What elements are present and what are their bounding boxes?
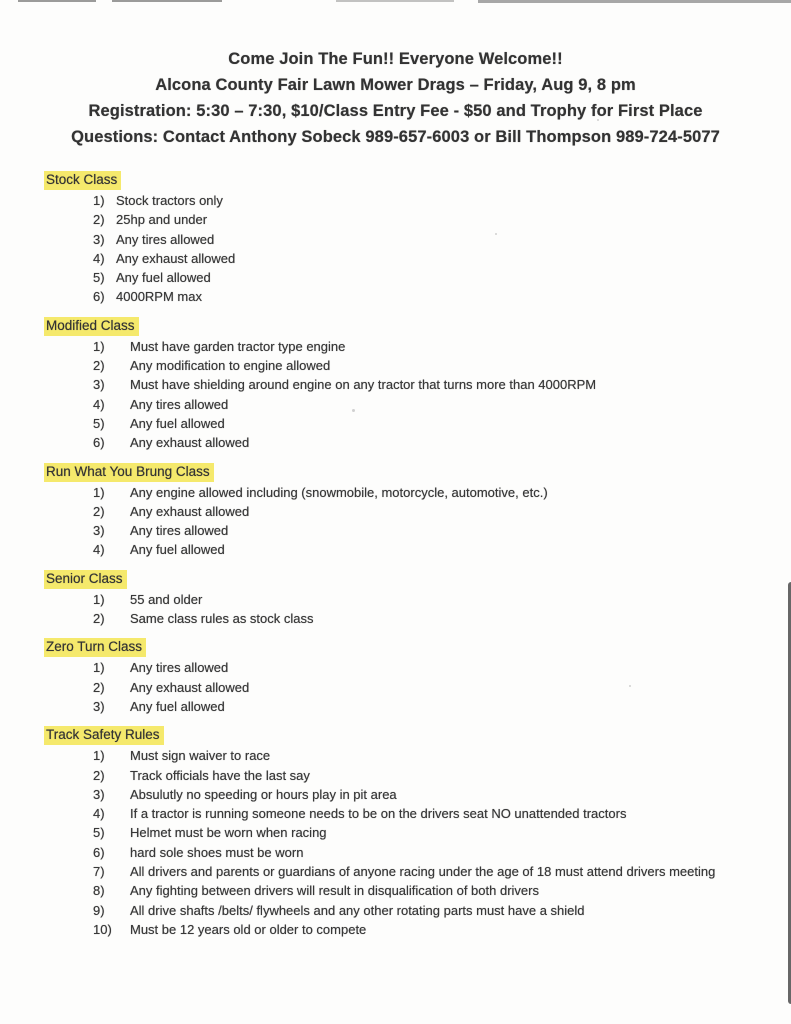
rule-item [93, 395, 761, 414]
section-title: Stock Class [44, 171, 121, 190]
rule-item [93, 609, 761, 628]
rule-item [93, 785, 761, 804]
rule-number: 2) [93, 767, 105, 783]
rule-number: 9) [93, 902, 105, 918]
rule-text: Track officials have the last say [130, 767, 310, 783]
rule-item [93, 658, 761, 677]
rule-item [93, 540, 761, 559]
rule-text: Any fighting between drivers will result in disqualification of both drivers [130, 883, 539, 899]
rule-number: 1) [93, 193, 105, 208]
rule-text: Any fuel allowed [130, 415, 225, 431]
rule-item [93, 862, 761, 881]
section-modified-class [44, 317, 761, 453]
rule-text: All drivers and parents or guardians of anyone racing under the age of 18 must attend drivers meeting [130, 864, 716, 880]
rule-number: 2) [93, 611, 105, 627]
rule-text: hard sole shoes must be worn [130, 844, 304, 860]
rule-number: 3) [93, 377, 105, 393]
rule-text: Any exhaust allowed [130, 679, 250, 695]
section-title: Track Safety Rules [44, 726, 164, 745]
section-track-safety-rules [44, 726, 761, 939]
rules-list [44, 337, 761, 453]
rule-number: 7) [93, 864, 105, 880]
rule-item [93, 920, 761, 939]
rule-item [93, 337, 761, 356]
rule-item [93, 433, 761, 452]
rule-number: 6) [93, 289, 105, 305]
rule-item [93, 823, 761, 842]
rule-text: Must sign waiver to race [130, 748, 271, 764]
rule-number: 5) [93, 415, 105, 431]
rule-item [93, 414, 761, 433]
rule-number: 8) [93, 883, 105, 899]
rule-number: 2) [93, 212, 105, 228]
rules-list [44, 483, 761, 560]
rule-text: Any engine allowed including (snowmobile, motorcycle, automotive, etc.) [130, 484, 548, 500]
rule-text: Any fuel allowed [116, 270, 211, 286]
rule-number: 2) [93, 679, 105, 695]
rule-item [93, 249, 761, 268]
rule-number: 3) [93, 786, 105, 802]
rule-text: If a tractor is running someone needs to be on the drivers seat NO unattended tractors [130, 806, 627, 822]
section-title: Zero Turn Class [44, 638, 146, 657]
rule-number: 3) [93, 523, 105, 539]
rule-text: Any exhaust allowed [130, 503, 250, 519]
section-run-what-you-brung-class [44, 463, 761, 560]
rule-item [93, 191, 761, 210]
rule-item [93, 746, 761, 765]
rules-list [44, 590, 761, 629]
rule-number: 3) [93, 231, 105, 247]
rule-number: 4) [93, 396, 105, 412]
rule-item [93, 287, 761, 306]
rule-text: 25hp and under [116, 212, 208, 228]
rule-item [93, 843, 761, 862]
rule-item [93, 210, 761, 229]
rule-text: Any exhaust allowed [116, 250, 236, 266]
rules-list [44, 658, 761, 716]
rule-number: 1) [93, 660, 105, 676]
rules-list [44, 191, 761, 307]
rule-number: 3) [93, 698, 105, 714]
rule-text: Any tires allowed [116, 231, 215, 247]
rule-item [93, 521, 761, 540]
rule-item [93, 356, 761, 375]
rule-item [93, 375, 761, 394]
flyer-header [0, 0, 791, 150]
section-title: Senior Class [44, 570, 127, 589]
section-title: Modified Class [44, 317, 139, 336]
rule-text: Must have shielding around engine on any tractor that turns more than 4000RPM [130, 377, 597, 393]
header-line-event: Alcona County Fair Lawn Mower Drags – Friday, Aug 9, 8 pm [155, 76, 636, 94]
rules-list [44, 746, 761, 939]
rule-number: 6) [93, 435, 105, 451]
rule-item [93, 804, 761, 823]
header-line-welcome: Come Join The Fun!! Everyone Welcome!! [228, 50, 563, 68]
rule-number: 5) [93, 270, 105, 286]
rule-text: All drive shafts /belts/ flywheels and any other rotating parts must have a shield [130, 902, 585, 918]
section-title: Run What You Brung Class [44, 463, 214, 482]
rule-number: 1) [93, 484, 105, 500]
header-line-registration: Registration: 5:30 – 7:30, $10/Class Entry Fee - $50 and Trophy for First Place [88, 102, 703, 120]
rule-text: Any tires allowed [130, 660, 229, 676]
rule-text: Stock tractors only [116, 193, 223, 208]
rule-item [93, 901, 761, 920]
rule-number: 10) [93, 921, 112, 937]
sections-container [0, 171, 791, 939]
rule-text: Any modification to engine allowed [130, 358, 331, 374]
rule-item [93, 268, 761, 287]
rule-number: 1) [93, 748, 105, 764]
rule-item [93, 678, 761, 697]
rule-number: 2) [93, 503, 105, 519]
rule-number: 6) [93, 844, 105, 860]
rule-text: Helmet must be worn when racing [130, 825, 327, 841]
rule-text: Any exhaust allowed [130, 435, 250, 451]
rule-number: 2) [93, 358, 105, 374]
rule-number: 5) [93, 825, 105, 841]
section-senior-class [44, 570, 761, 629]
rule-item [93, 230, 761, 249]
rule-item [93, 766, 761, 785]
rule-text: Any fuel allowed [130, 542, 225, 558]
rule-item [93, 483, 761, 502]
rule-text: Any tires allowed [130, 396, 229, 412]
rule-text: 4000RPM max [116, 289, 202, 305]
section-zero-turn-class [44, 638, 761, 716]
rule-number: 1) [93, 338, 105, 354]
rule-text: Must be 12 years old or older to compete [130, 921, 367, 937]
rule-text: Any fuel allowed [130, 698, 225, 714]
rule-item [93, 502, 761, 521]
rule-item [93, 697, 761, 716]
rule-number: 4) [93, 806, 105, 822]
rule-text: Any tires allowed [130, 523, 229, 539]
rule-text: Same class rules as stock class [130, 611, 314, 627]
rule-number: 4) [93, 250, 105, 266]
section-stock-class [44, 171, 761, 307]
header-line-questions: Questions: Contact Anthony Sobeck 989-657-6003 or Bill Thompson 989-724-5077 [71, 128, 720, 146]
rule-text: Absulutly no speeding or hours play in pit area [130, 786, 397, 802]
rule-number: 4) [93, 542, 105, 558]
rule-item [93, 881, 761, 900]
rule-item [93, 590, 761, 609]
rule-text: 55 and older [130, 591, 203, 607]
rule-number: 1) [93, 591, 105, 607]
rule-text: Must have garden tractor type engine [130, 338, 346, 354]
